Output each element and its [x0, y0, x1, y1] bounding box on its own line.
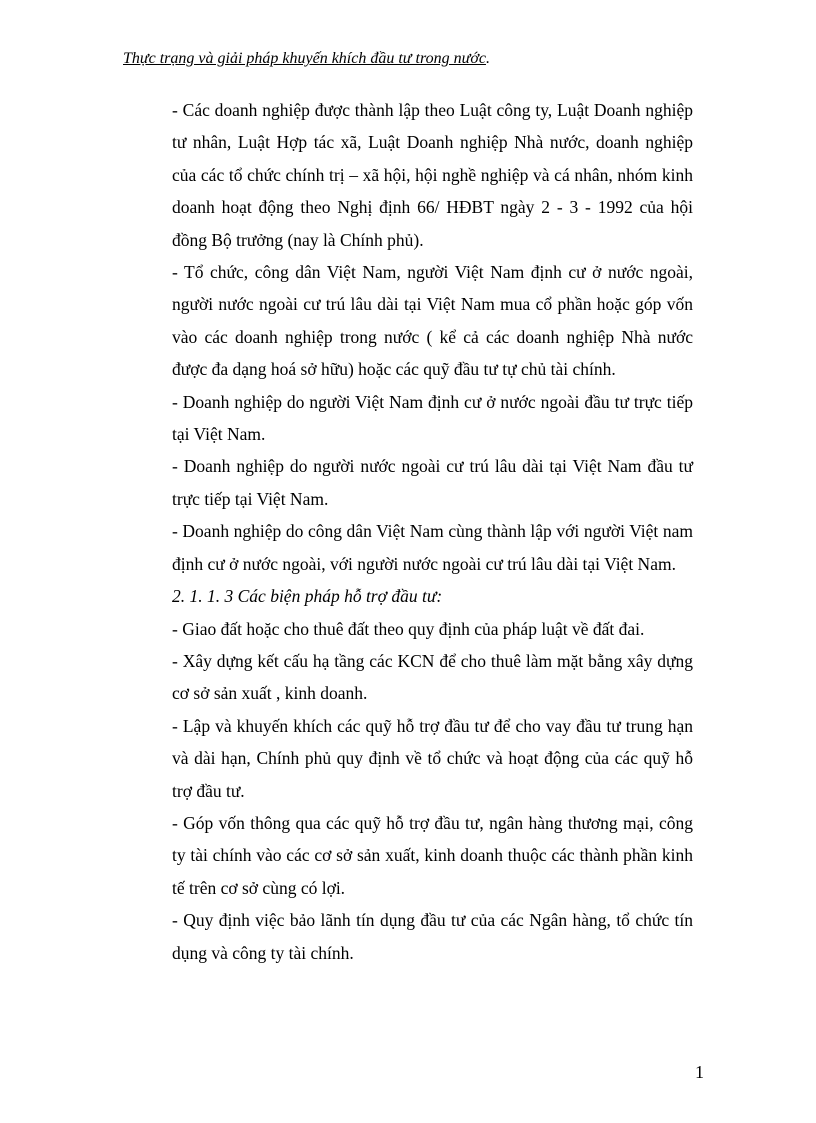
paragraph-3: - Doanh nghiệp do người Việt Nam định cư ở nước ngoài đầu tư trực tiếp tại Việt Nam. — [172, 391, 693, 445]
header-suffix: . — [485, 50, 490, 67]
paragraph-8: - Lập và khuyến khích các quỹ hỗ trợ đầu tư để cho vay đầu tư trung hạn và dài hạn, Chính phủ quy định về tổ chức và hoạt động của các quỹ hỗ trợ đầu tư. — [172, 715, 693, 801]
paragraph-4: - Doanh nghiệp do người nước ngoài cư trú lâu dài tại Việt Nam đầu tư trực tiếp tại Việt Nam. — [172, 456, 693, 509]
paragraph-1: - Các doanh nghiệp được thành lập theo Luật công ty, Luật Doanh nghiệp tư nhân, Luật Hợp tác xã, Luật Doanh nghiệp Nhà nước, doanh nghiệp của các tổ chức chính trị – xã hội, hội nghề nghiệp và cá nhân, nhóm kinh doanh hoạt động theo Nghị định 66/ HĐBT ngày 2 - 3 - 1992 của hội đồng Bộ trưởng (nay là Chính phủ). — [172, 100, 693, 250]
paragraph-2: - Tổ chức, công dân Việt Nam, người Việt Nam định cư ở nước ngoài, người nước ngoài cư trú lâu dài tại Việt Nam mua cổ phần hoặc góp vốn vào các doanh nghiệp trong nước ( kể cả các doanh nghiệp Nhà nước được đa dạng hoá sở hữu) hoặc các quỹ đầu tư tự chủ tài chính. — [172, 262, 693, 380]
header-title: Thực trạng và giải pháp khuyến khích đầu tư trong nước — [123, 50, 486, 67]
paragraph-9: - Góp vốn thông qua các quỹ hỗ trợ đầu tư, ngân hàng thương mại, công ty tài chính vào các cơ sở sản xuất, kinh doanh thuộc các thành phần kinh tế trên cơ sở cùng có lợi. — [172, 812, 693, 898]
paragraph-7: - Xây dựng kết cấu hạ tầng các KCN để cho thuê làm mặt bằng xây dựng cơ sở sản xuất , kinh doanh. — [172, 650, 693, 704]
paragraph-6: - Giao đất hoặc cho thuê đất theo quy định của pháp luật về đất đai. — [172, 618, 645, 639]
running-header — [123, 48, 490, 70]
page-number: 1 — [695, 1062, 704, 1082]
section-heading: 2. 1. 1. 3 Các biện pháp hỗ trợ đầu tư: — [172, 586, 443, 607]
document-body — [172, 94, 693, 969]
paragraph-10: - Quy định việc bảo lãnh tín dụng đầu tư của các Ngân hàng, tổ chức tín dụng và công ty tài chính. — [172, 910, 693, 963]
paragraph-5: - Doanh nghiệp do công dân Việt Nam cùng thành lập với người Việt nam định cư ở nước ngoài, với người nước ngoài cư trú lâu dài tại Việt Nam. — [172, 521, 693, 574]
